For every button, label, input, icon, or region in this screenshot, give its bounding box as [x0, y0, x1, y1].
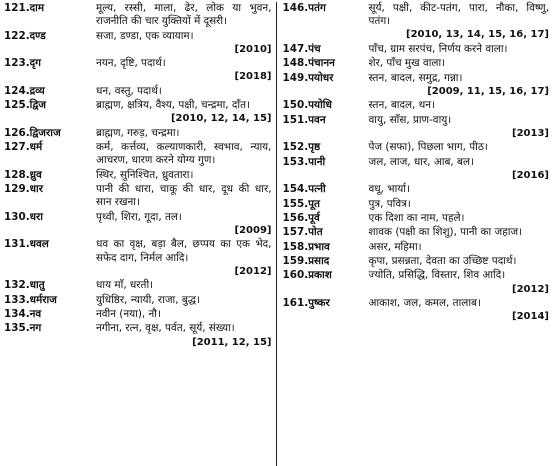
entry-meaning-block	[369, 57, 550, 70]
entry-meaning-block	[96, 238, 272, 278]
entry-head	[283, 226, 369, 239]
entry-meaning: एक दिशा का नाम, पहले।	[368, 211, 465, 224]
word-entry	[4, 85, 272, 98]
entry-meaning: शावक (पक्षी का शिशु), पानी का जहाज।	[368, 226, 523, 239]
entry-head	[4, 183, 96, 209]
exam-years: [2012]	[512, 283, 549, 295]
entry-meaning: ब्राह्मण, गरुड़, चन्द्रमा।	[96, 126, 180, 139]
entry-meaning-block	[96, 30, 272, 56]
entry-head	[4, 99, 96, 125]
entry-word: धवल	[29, 238, 49, 251]
entry-meaning-block	[369, 99, 550, 112]
entry-word: धातु	[29, 279, 45, 292]
entry-head	[283, 114, 369, 140]
word-entry	[4, 2, 272, 28]
entry-number: 132.	[4, 279, 30, 292]
entry-meaning: कर्म, कर्त्तव्य, कल्याणकारी, स्वभाव, न्याय, आचरण, धारण करने योग्य गुण।	[96, 141, 272, 167]
entry-meaning: ज्योति, प्रसिद्धि, विस्तार, शिव आदि।	[368, 269, 506, 282]
entry-head	[283, 212, 369, 225]
entry-number: 160.	[282, 269, 309, 282]
entry-meaning: सजा, डण्डा, एक व्यायाम।	[96, 29, 194, 42]
left-column	[4, 2, 277, 466]
entry-meaning: ब्राह्मण, क्षत्रिय, वैश्य, पक्षी, चन्द्रमा, दाँत।	[96, 99, 250, 112]
entry-head	[283, 43, 369, 56]
entry-word: पत्नी	[308, 183, 326, 196]
word-entry	[4, 294, 272, 307]
word-entry	[4, 238, 272, 278]
entry-meaning-block	[369, 269, 550, 295]
entry-meaning-block	[369, 43, 550, 56]
entry-word: प्रकाश	[308, 269, 332, 282]
word-entry	[4, 141, 272, 167]
entry-word: धार	[29, 183, 43, 196]
entry-number: 157.	[282, 226, 309, 239]
entry-meaning-block	[96, 322, 272, 348]
entry-meaning-block	[96, 127, 272, 140]
exam-years: [2012]	[234, 265, 272, 277]
entry-meaning-block	[369, 226, 550, 239]
entry-meaning-block	[369, 156, 550, 182]
entry-number: 122.	[4, 29, 30, 42]
entry-number: 124.	[4, 84, 30, 97]
exam-years: [2010]	[234, 43, 272, 55]
exam-years: [2018]	[234, 71, 272, 83]
entry-word: द्रव्य	[29, 84, 45, 97]
entry-meaning-block	[96, 57, 272, 83]
entry-meaning: धाय माँ, धरती।	[96, 279, 154, 292]
entry-meaning-block	[369, 183, 550, 196]
entry-meaning-block	[96, 99, 272, 125]
entry-meaning-block	[369, 212, 550, 225]
entry-word: पयोधर	[308, 71, 334, 84]
word-entry	[283, 72, 550, 98]
exam-years: [2014]	[512, 311, 549, 323]
word-entry	[283, 183, 550, 196]
entry-meaning: शेर, पाँच मुख वाला।	[368, 57, 446, 70]
entry-word: नव	[29, 307, 42, 320]
entry-number: 146.	[282, 2, 309, 14]
word-entry	[4, 183, 272, 209]
entry-number: 125.	[4, 99, 30, 112]
entry-meaning: स्तन, बादल, थन।	[368, 99, 435, 112]
entry-number: 153.	[282, 155, 309, 168]
entry-meaning: आकाश, जल, कमल, तालाब।	[368, 297, 481, 310]
entry-meaning-block	[96, 141, 272, 167]
entry-word: धर्मराज	[29, 293, 57, 306]
entry-number: 147.	[282, 42, 309, 55]
entry-meaning-block	[369, 72, 550, 98]
exam-years: [2011, 12, 15]	[192, 336, 272, 348]
entry-head	[4, 279, 96, 292]
entry-meaning: स्तन, बादल, समुद्र, गन्ना।	[368, 71, 463, 84]
word-entry	[283, 57, 550, 70]
entry-number: 149.	[282, 71, 309, 84]
word-entry	[4, 169, 272, 182]
word-entry	[283, 198, 550, 211]
entry-word: पुष्कर	[308, 297, 330, 310]
right-column	[277, 2, 550, 466]
entry-word: ध्रुव	[29, 168, 42, 181]
entry-word: पंच	[308, 42, 321, 55]
entry-number: 148.	[282, 57, 309, 70]
entry-head	[4, 211, 96, 237]
word-entry	[283, 297, 550, 323]
entry-meaning-block	[96, 169, 272, 182]
entry-word: दण्ड	[29, 29, 46, 42]
entry-word: पूर्व	[308, 211, 320, 224]
word-entry	[283, 269, 550, 295]
entry-number: 158.	[282, 240, 309, 253]
entry-word: प्रभाव	[308, 240, 330, 253]
entry-meaning: पुत्र, पवित्र।	[368, 197, 411, 210]
entry-word: पृष्ठ	[308, 141, 321, 154]
entry-number: 135.	[4, 322, 30, 335]
word-entry	[283, 255, 550, 268]
entry-word: प्रसाद	[308, 255, 330, 268]
entry-meaning: नयन, दृष्टि, पदार्थ।	[96, 57, 166, 70]
entry-head	[4, 169, 96, 182]
entry-meaning-block	[369, 114, 550, 140]
word-entry	[283, 212, 550, 225]
entry-number: 123.	[4, 57, 30, 70]
entry-meaning-block	[369, 297, 550, 323]
entry-number: 152.	[282, 141, 309, 154]
word-entry	[4, 30, 272, 56]
entry-number: 159.	[282, 255, 309, 268]
entry-number: 155.	[282, 197, 309, 210]
entry-meaning: कृपा, प्रसन्नता, देवता का उच्छिष्ट पदार्थ।	[368, 255, 517, 268]
entry-head	[4, 2, 96, 28]
entry-meaning: वायु, साँस, प्राण-वायु।	[368, 113, 452, 126]
entry-head	[283, 57, 369, 70]
entry-number: 127.	[4, 141, 30, 154]
entry-number: 130.	[4, 210, 30, 223]
entry-number: 154.	[282, 183, 309, 196]
entry-head	[283, 156, 369, 182]
entry-word: पवन	[308, 113, 326, 126]
entry-meaning-block	[96, 308, 272, 321]
entry-word: द्विज	[29, 99, 47, 112]
entry-head	[283, 269, 369, 295]
entry-meaning-block	[369, 141, 550, 154]
entry-head	[4, 141, 96, 167]
entry-head	[283, 99, 369, 112]
entry-number: 129.	[4, 183, 30, 196]
entry-number: 134.	[4, 307, 30, 320]
exam-years: [2010, 13, 14, 15, 16, 17]	[406, 29, 549, 41]
entry-word: पानी	[308, 155, 326, 168]
entry-word: धरा	[29, 210, 43, 223]
entry-meaning: असर, महिमा।	[368, 240, 422, 253]
exam-years: [2009, 11, 15, 16, 17]	[427, 85, 549, 97]
entry-number: 133.	[4, 293, 30, 306]
exam-years: [2010, 12, 14, 15]	[170, 113, 272, 125]
entry-meaning: धन, वस्तु, पदार्थ।	[96, 84, 162, 97]
entry-word: दृग	[29, 57, 42, 70]
entry-head	[4, 85, 96, 98]
word-entry	[283, 241, 550, 254]
entry-head	[283, 241, 369, 254]
word-entry	[283, 2, 550, 42]
entry-meaning-block	[96, 85, 272, 98]
entry-word: द्विजराज	[29, 126, 61, 139]
entry-meaning: पृथ्वी, शिरा, गूदा, तल।	[96, 210, 182, 223]
entry-head	[283, 198, 369, 211]
entry-word: पंचानन	[308, 57, 335, 70]
word-entry	[283, 141, 550, 154]
entry-meaning-block	[96, 294, 272, 307]
entry-head	[4, 322, 96, 348]
word-entry	[283, 226, 550, 239]
entry-word: धर्म	[29, 141, 43, 154]
entry-head	[4, 30, 96, 56]
entry-head	[4, 57, 96, 83]
word-entry	[4, 57, 272, 83]
entry-meaning-block	[96, 183, 272, 209]
entry-head	[283, 2, 369, 42]
entry-meaning: मूल्य, रस्सी, माला, ढेर, लोक या भुवन, राजनीति की चार युक्तियों में दूसरी।	[96, 2, 272, 28]
entry-meaning: वधू, भार्या।	[368, 183, 410, 196]
exam-years: [2016]	[512, 169, 549, 181]
entry-meaning-block	[369, 241, 550, 254]
word-entry	[4, 322, 272, 348]
entry-meaning-block	[369, 2, 550, 42]
entry-number: 126.	[4, 126, 30, 139]
entry-meaning-block	[96, 2, 272, 28]
entry-meaning-block	[369, 255, 550, 268]
exam-years: [2009]	[234, 224, 272, 236]
entry-head	[4, 238, 96, 278]
word-entry	[283, 99, 550, 112]
word-entry	[283, 43, 550, 56]
entry-number: 151.	[282, 113, 309, 126]
entry-meaning-block	[96, 279, 272, 292]
entry-word: पूत	[308, 197, 320, 210]
entry-meaning: नगीना, रत्न, वृक्ष, पर्वत, सूर्य, संख्या।	[96, 322, 235, 335]
entry-head	[4, 127, 96, 140]
word-entry	[4, 279, 272, 292]
entry-meaning: पेज (सफा), पिछला भाग, पीठ।	[368, 141, 488, 154]
entry-word: नग	[29, 322, 42, 335]
entry-meaning-block	[96, 211, 272, 237]
entry-head	[283, 255, 369, 268]
entry-number: 128.	[4, 168, 30, 181]
entry-head	[283, 183, 369, 196]
entry-meaning: नवीन (नया), नौ।	[96, 307, 161, 320]
word-entry	[4, 127, 272, 140]
entry-head	[4, 294, 96, 307]
entry-number: 156.	[282, 211, 309, 224]
entry-meaning: युधिष्ठिर, न्यायी, राजा, बुद्ध।	[96, 293, 201, 306]
entry-meaning: पानी की धारा, चाकू की धार, दूध की धार, सान रखना।	[96, 183, 272, 209]
entry-word: पोत	[308, 226, 323, 239]
entry-head	[4, 308, 96, 321]
entry-head	[283, 72, 369, 98]
entry-meaning: पाँच, ग्राम सरपंच, निर्णय करने वाला।	[368, 42, 508, 55]
word-entry	[283, 114, 550, 140]
entry-word: दाम	[29, 2, 45, 14]
entry-number: 150.	[282, 99, 309, 112]
entry-meaning: धव का वृक्ष, बड़ा बैल, छप्पय का एक भेद, सफेद दाग, निर्मल आदि।	[96, 238, 272, 264]
entry-meaning: स्थिर, सुनिश्चित, ध्रुवतारा।	[96, 168, 194, 181]
entry-word: पतंग	[308, 2, 326, 14]
entry-number: 131.	[4, 238, 30, 251]
entry-head	[283, 297, 369, 323]
entry-meaning: सूर्य, पक्षी, कीट-पतंग, पारा, नौका, विष्णु, पतंग।	[368, 2, 549, 28]
entry-head	[283, 141, 369, 154]
entry-meaning-block	[369, 198, 550, 211]
entry-number: 121.	[4, 2, 30, 14]
exam-years: [2013]	[512, 127, 549, 139]
entry-word: पयोधि	[308, 99, 332, 112]
entry-meaning: जल, लाज, धार, आब, बल।	[368, 155, 474, 168]
entry-number: 161.	[282, 297, 309, 310]
word-entry	[4, 99, 272, 125]
word-entry	[4, 308, 272, 321]
word-entry	[283, 156, 550, 182]
word-entry	[4, 211, 272, 237]
